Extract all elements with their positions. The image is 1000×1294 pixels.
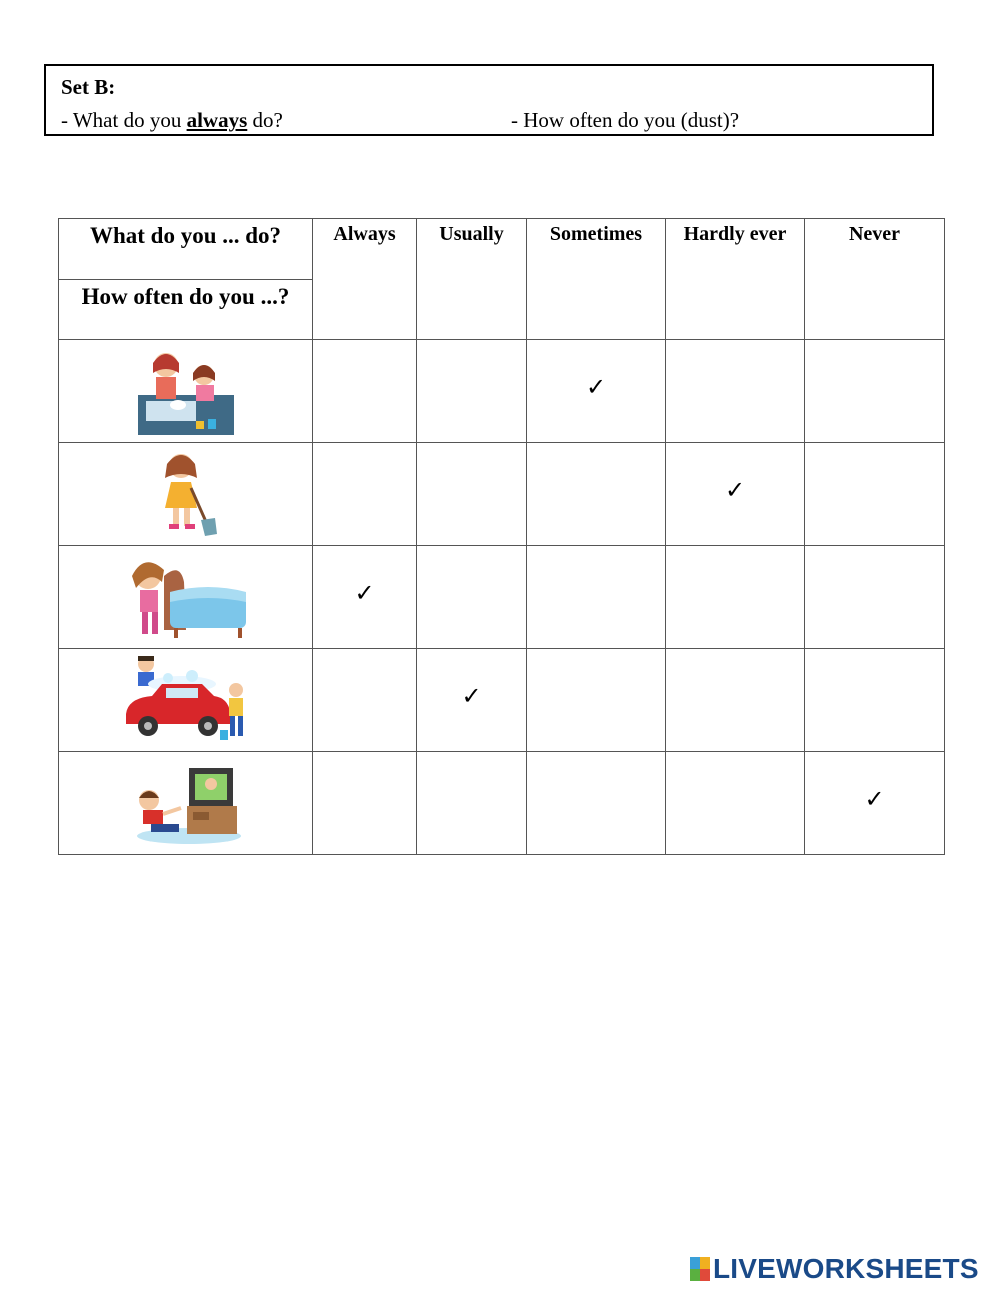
logo-wordmark: LIVEWORKSHEETS [713, 1253, 979, 1284]
check-cell-hardly-ever[interactable] [666, 340, 805, 443]
check-cell-hardly-ever[interactable] [666, 443, 805, 546]
logo-mark-icon [690, 1257, 710, 1281]
checkmark: ✓ [461, 682, 482, 710]
checkmark: ✓ [864, 785, 885, 813]
column-header-usually: Usually [417, 219, 527, 340]
check-cell-never[interactable] [805, 443, 945, 546]
table-row [59, 340, 945, 443]
question-always-emphasis: always [186, 108, 248, 132]
header-row [59, 219, 945, 340]
check-cell-sometimes[interactable] [527, 649, 666, 752]
check-cell-never[interactable] [805, 340, 945, 443]
check-cell-always[interactable] [313, 546, 417, 649]
check-cell-sometimes[interactable] [527, 752, 666, 855]
picture-cell [59, 443, 313, 546]
check-cell-sometimes[interactable] [527, 443, 666, 546]
making-bed-picture [124, 552, 248, 642]
table-row [59, 649, 945, 752]
checkmark: ✓ [354, 579, 375, 607]
check-cell-hardly-ever[interactable] [666, 546, 805, 649]
column-header-hardly-ever: Hardly ever [666, 219, 805, 340]
question-how-often: - How often do you (dust)? [511, 108, 740, 132]
header-what-do-you-do: What do you ... do? [89, 223, 282, 248]
table-row [59, 443, 945, 546]
question-always [61, 107, 283, 133]
check-cell-sometimes[interactable] [527, 340, 666, 443]
sweeping-floor-picture [151, 448, 221, 540]
table-row [59, 546, 945, 649]
column-header-always: Always [313, 219, 417, 340]
check-cell-usually[interactable] [417, 443, 527, 546]
washing-dishes-picture [136, 345, 236, 437]
checkmark: ✓ [724, 476, 746, 504]
checkmark: ✓ [585, 373, 607, 401]
washing-car-picture [122, 654, 250, 746]
column-header-sometimes: Sometimes [527, 219, 666, 340]
frequency-table [58, 218, 945, 855]
table-row [59, 752, 945, 855]
check-cell-never[interactable] [805, 649, 945, 752]
check-cell-usually[interactable] [417, 649, 527, 752]
column-header-never: Never [805, 219, 945, 340]
check-cell-always[interactable] [313, 649, 417, 752]
check-cell-never[interactable] [805, 546, 945, 649]
check-cell-usually[interactable] [417, 340, 527, 443]
picture-cell [59, 752, 313, 855]
watching-tv-picture [131, 760, 241, 846]
check-cell-hardly-ever[interactable] [666, 649, 805, 752]
check-cell-sometimes[interactable] [527, 546, 666, 649]
picture-cell [59, 340, 313, 443]
check-cell-usually[interactable] [417, 752, 527, 855]
liveworksheets-logo [690, 1254, 979, 1284]
check-cell-hardly-ever[interactable] [666, 752, 805, 855]
set-title: Set B: [61, 75, 116, 99]
check-cell-always[interactable] [313, 340, 417, 443]
question-header-cell [59, 219, 313, 340]
check-cell-always[interactable] [313, 443, 417, 546]
picture-cell [59, 649, 313, 752]
question-always-prefix: - What do you [61, 108, 187, 132]
check-cell-always[interactable] [313, 752, 417, 855]
set-b-box [44, 64, 934, 136]
question-always-suffix: do? [247, 108, 283, 132]
header-how-often: How often do you ...? [59, 279, 312, 339]
check-cell-usually[interactable] [417, 546, 527, 649]
picture-cell [59, 546, 313, 649]
check-cell-never[interactable] [805, 752, 945, 855]
